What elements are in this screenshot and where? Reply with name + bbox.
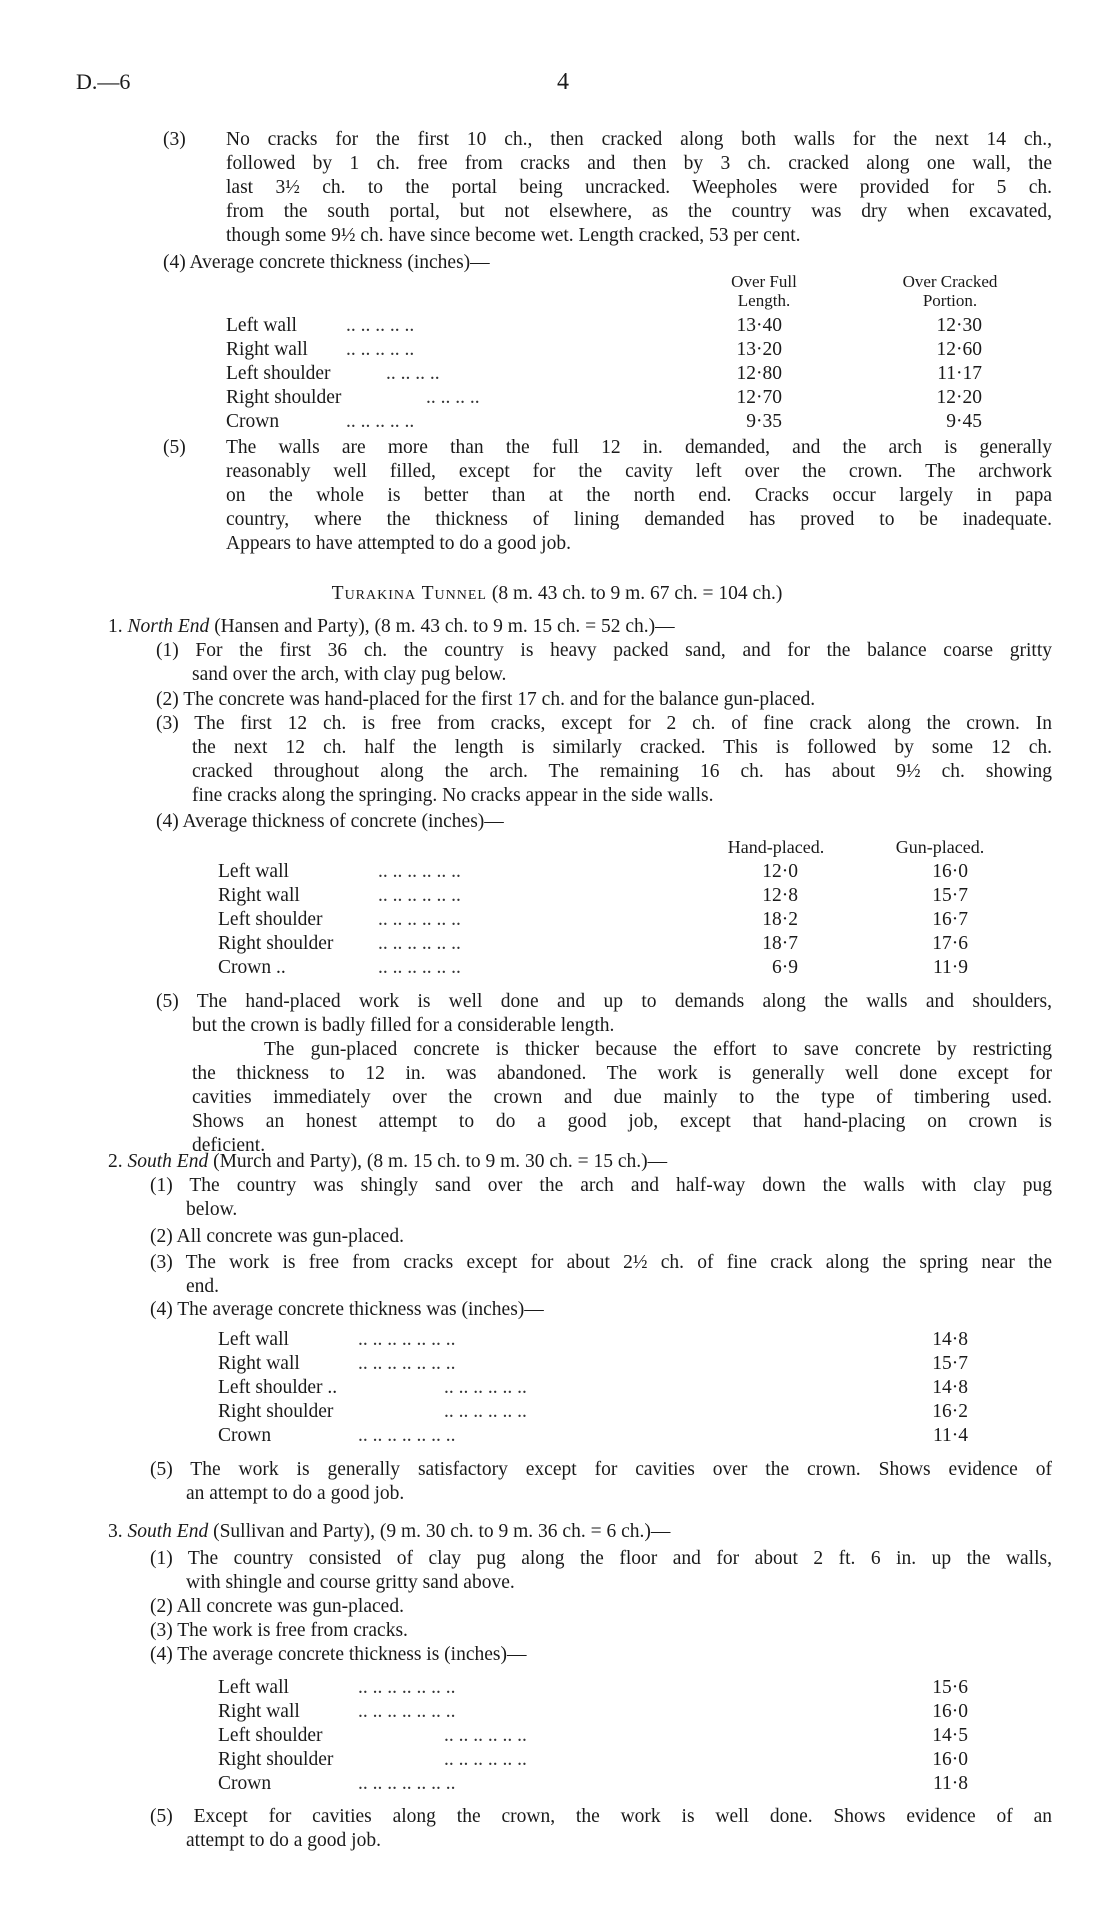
subsection-name: North End [127,616,210,637]
text-line: (5) Except for cavities along the crown, the work is well done. Shows evidence of an [150,1806,1052,1827]
column-header-line: Over Cracked [902,272,998,291]
row-value: 15·7 [932,885,968,906]
text-line: (3) The work is free from cracks except for about 2½ ch. of fine crack along the spring near the [150,1252,1052,1273]
row-value: 14·8 [932,1329,968,1350]
table-row [218,1376,1018,1400]
subsection-extent: (Sullivan and Party), (9 m. 30 ch. to 9 m. 36 ch. = 6 ch.)— [213,1521,671,1542]
leader-dots: .. .. .. .. .. .. [378,861,461,882]
table-row [218,1772,1018,1796]
item-paragraph: (2) All concrete was gun-placed. [150,1596,404,1617]
leader-dots: .. .. .. .. .. .. .. [358,1773,456,1794]
row-value: 12·8 [762,885,798,906]
row-value: 12·80 [736,363,782,384]
row-label: Right wall [218,1353,300,1374]
row-value: 16·0 [932,1701,968,1722]
item-paragraph [150,1458,1052,1506]
item-paragraph [192,1038,1052,1158]
table-row [218,1328,1018,1352]
row-value: 13·40 [736,315,782,336]
tunnel-name: Turakina Tunnel [331,583,487,604]
column-header [880,272,1020,310]
row-label: Right shoulder [226,387,342,408]
row-label: Crown [226,411,280,432]
item-heading: (4) Average thickness of concrete (inches)— [156,811,504,832]
table-row [218,1700,1018,1724]
text-line: (5) The hand-placed work is well done and up to demands along the walls and shoulders, [156,991,1052,1012]
row-value: 9·35 [746,411,782,432]
row-label: Left shoulder [218,1725,323,1746]
text-line: below. [186,1199,238,1220]
subsection-name: South End [127,1151,209,1172]
text-line: (3) The first 12 ch. is free from cracks, except for 2 ch. of fine crack along the crown. In [156,713,1052,734]
item-number: (5) [163,437,186,458]
item-paragraph: (2) The concrete was hand-placed for the first 17 ch. and for the balance gun-placed. [156,689,816,710]
table-row [218,1352,1018,1376]
row-label: Left shoulder .. [218,1377,338,1398]
row-label: Left shoulder [226,363,331,384]
row-value: 18·7 [762,933,798,954]
leader-dots: .. .. .. .. .. [346,411,415,432]
row-label: Left wall [218,861,289,882]
row-value: 12·20 [936,387,982,408]
text-line: with shingle and course gritty sand above. [186,1572,515,1593]
column-header-line: Length. [737,291,791,310]
column-header: Gun-placed. [895,837,985,857]
leader-dots: .. .. .. .. .. .. [378,909,461,930]
leader-dots: .. .. .. .. .. .. [378,957,461,978]
row-value: 6·9 [772,957,798,978]
leader-dots: .. .. .. .. .. .. [444,1401,527,1422]
item-number: (3) [163,129,186,150]
row-label: Left shoulder [218,909,323,930]
row-value: 15·7 [932,1353,968,1374]
item-paragraph: (3) The work is free from cracks. [150,1620,408,1641]
row-value: 18·2 [762,909,798,930]
subsection-name: South End [127,1521,209,1542]
table-row [218,908,1018,932]
leader-dots: .. .. .. .. .. .. .. [358,1425,456,1446]
leader-dots: .. .. .. .. .. .. [378,933,461,954]
text-line: country, where the thickness of lining demanded has proved to be inadequate. [226,509,1052,530]
leader-dots: .. .. .. .. .. .. [444,1749,527,1770]
tunnel-extent: (8 m. 43 ch. to 9 m. 67 ch. = 104 ch.) [491,583,783,604]
text-line: (5) The work is generally satisfactory except for cavities over the crown. Shows evidence of [150,1459,1052,1480]
text-line: cavities immediately over the crown and due mainly to the type of timbering used. [192,1087,1052,1108]
row-label: Right wall [226,339,308,360]
table-row [226,362,1026,386]
text-line: No cracks for the first 10 ch., then cracked along both walls for the next 14 ch., [226,129,1052,150]
text-line: The walls are more than the full 12 in. demanded, and the arch is generally [226,437,1052,458]
text-line: though some 9½ ch. have since become wet. Length cracked, 53 per cent. [226,225,801,246]
text-line: (1) For the first 36 ch. the country is heavy packed sand, and for the balance coarse gritty [156,640,1052,661]
leader-dots: .. .. .. .. [426,387,480,408]
table-row [218,1676,1018,1700]
row-value: 11·17 [937,363,982,384]
item-heading: (4) Average concrete thickness (inches)— [163,252,490,273]
text-line: Appears to have attempted to do a good job. [226,533,571,554]
row-value: 16·0 [932,861,968,882]
text-line: from the south portal, but not elsewhere, as the country was dry when excavated, [226,201,1052,222]
subsection-extent: (Murch and Party), (8 m. 15 ch. to 9 m. 30 ch. = 15 ch.)— [213,1151,668,1172]
leader-dots: .. .. .. .. .. .. .. [358,1353,456,1374]
text-line: (1) The country consisted of clay pug along the floor and for about 2 ft. 6 in. up the walls, [150,1548,1052,1569]
row-value: 12·60 [936,339,982,360]
column-header [704,272,824,310]
leader-dots: .. .. .. .. .. [346,339,415,360]
row-label: Left wall [226,315,297,336]
table-row [226,386,1026,410]
row-label: Left wall [218,1329,289,1350]
row-value: 11·8 [932,1773,968,1794]
paragraph-summary [226,436,1052,556]
row-value: 16·2 [932,1401,968,1422]
row-value: 16·7 [932,909,968,930]
item-paragraph [150,1174,1052,1222]
text-line: (1) The country was shingly sand over the arch and half-way down the walls with clay pug [150,1175,1052,1196]
row-value: 11·9 [932,957,968,978]
table-row [218,932,1018,956]
table-row [218,1724,1018,1748]
row-value: 17·6 [932,933,968,954]
row-value: 13·20 [736,339,782,360]
column-header-line: Portion. [922,291,978,310]
text-line: on the whole is better than at the north end. Cracks occur largely in papa [226,485,1052,506]
row-value: 14·8 [932,1377,968,1398]
table-row [226,338,1026,362]
text-line: but the crown is badly filled for a considerable length. [192,1015,615,1036]
subsection-number: 1. [108,616,123,637]
item-paragraph [150,1805,1052,1853]
subsection-heading [108,1520,1068,1544]
leader-dots: .. .. .. .. .. .. [444,1377,527,1398]
text-line: the next 12 ch. half the length is similarly cracked. This is followed by some 12 ch. [192,737,1052,758]
column-header-line: Over Full [731,272,797,291]
text-line: followed by 1 ch. free from cracks and then by 3 ch. cracked along one wall, the [226,153,1052,174]
table-row [218,884,1018,908]
text-line: an attempt to do a good job. [186,1483,405,1504]
text-line: fine cracks along the springing. No cracks appear in the side walls. [192,785,714,806]
row-label: Right wall [218,885,300,906]
row-value: 9·45 [946,411,982,432]
row-label: Right wall [218,1701,300,1722]
text-line: deficient. [192,1135,266,1156]
subsection-heading [108,615,1068,639]
text-line: last 3½ ch. to the portal being uncracked. Weepholes were provided for 5 ch. [226,177,1052,198]
row-value: 16·0 [932,1749,968,1770]
row-value: 12·0 [762,861,798,882]
row-label: Right shoulder [218,1401,334,1422]
table-row [218,1748,1018,1772]
paragraph-cracks [226,128,1052,248]
table-row [218,860,1018,884]
item-heading: (4) The average concrete thickness was (inches)— [150,1299,544,1320]
text-line: end. [186,1276,220,1297]
text-line: cracked throughout along the arch. The remaining 16 ch. has about 9½ ch. showing [192,761,1052,782]
leader-dots: .. .. .. .. .. .. .. [358,1701,456,1722]
subsection-heading [108,1150,1068,1174]
row-value: 12·70 [736,387,782,408]
subsection-number: 2. [108,1151,123,1172]
item-paragraph [156,990,1052,1038]
row-label: Crown [218,1773,272,1794]
leader-dots: .. .. .. .. .. .. [444,1725,527,1746]
row-label: Crown [218,1425,272,1446]
text-line: Shows an honest attempt to do a good job, except that hand-placing on crown is [192,1111,1052,1132]
item-paragraph: (2) All concrete was gun-placed. [150,1226,404,1247]
row-label: Right shoulder [218,1749,334,1770]
row-value: 11·4 [932,1425,968,1446]
column-header: Hand-placed. [727,837,825,857]
row-label: Left wall [218,1677,289,1698]
text-line: The gun-placed concrete is thicker because the effort to save concrete by restricting [264,1039,1052,1060]
text-line: sand over the arch, with clay pug below. [192,664,507,685]
table-row [226,314,1026,338]
text-line: reasonably well filled, except for the cavity left over the crown. The archwork [226,461,1052,482]
subsection-extent: (Hansen and Party), (8 m. 43 ch. to 9 m. 15 ch. = 52 ch.)— [214,616,675,637]
row-label: Right shoulder [218,933,334,954]
item-paragraph [150,1251,1052,1299]
item-paragraph [150,1547,1052,1595]
text-line: attempt to do a good job. [186,1830,381,1851]
text-line: the thickness to 12 in. was abandoned. The work is generally well done except for [192,1063,1052,1084]
table-row [218,1424,1018,1448]
row-label: Crown .. [218,957,286,978]
leader-dots: .. .. .. .. [386,363,440,384]
subsection-number: 3. [108,1521,123,1542]
table-row [218,956,1018,980]
row-value: 15·6 [932,1677,968,1698]
row-value: 14·5 [932,1725,968,1746]
table-row [218,1400,1018,1424]
leader-dots: .. .. .. .. .. .. .. [358,1677,456,1698]
item-paragraph [156,639,1052,687]
page-number: 4 [557,69,569,95]
row-value: 12·30 [936,315,982,336]
item-heading: (4) The average concrete thickness is (inches)— [150,1644,527,1665]
leader-dots: .. .. .. .. .. [346,315,415,336]
leader-dots: .. .. .. .. .. .. .. [358,1329,456,1350]
section-title [0,582,1114,606]
leader-dots: .. .. .. .. .. .. [378,885,461,906]
document-reference: D.—6 [76,69,131,94]
item-paragraph [156,712,1052,808]
table-row [226,410,1026,434]
